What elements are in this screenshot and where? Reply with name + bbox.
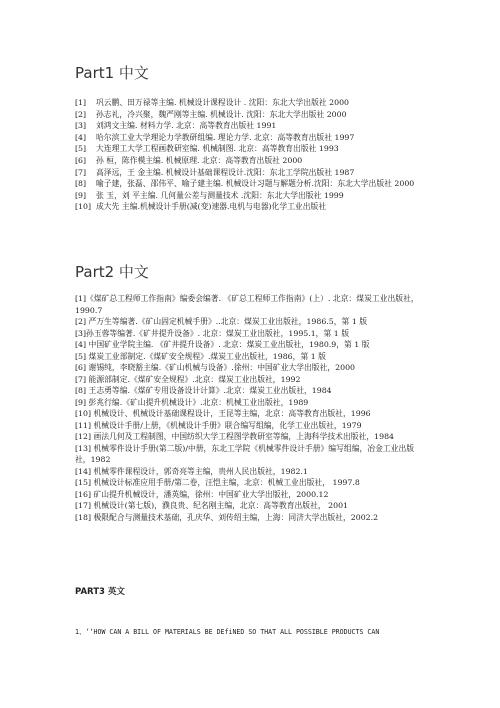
reference-number: [1] [75, 98, 87, 107]
reference-item [75, 120, 435, 132]
reference-item: [15] 机械设计标准应用手册/第二卷，汪恺主编，北京：机械工业出版社， 1997.8 [75, 478, 360, 487]
reference-text: 喻子建，张磊、邵伟平、喻子建主编. 机械设计习题与解题分析.沈阳：东北大学出版社 2000 [96, 179, 415, 189]
reference-number: [6] [75, 155, 87, 165]
part2-heading: Part2 中文 [75, 263, 149, 281]
reference-item: [4] 中国矿业学院主编. 《矿井提升设备》. 北京：煤炭工业出版社，1980.9，第 1 版 [75, 340, 370, 349]
reference-number: [3] [75, 121, 87, 131]
reference-text: 高泽远，王 金主编. 机械设计基础课程设计.沈阳：东北工学院出版社 1987 [96, 167, 355, 177]
reference-number: [4] [75, 132, 87, 142]
reference-item: [5] 煤炭工业部制定.《煤矿安全规程》.煤炭工业出版社，1986，第 1 版 [75, 351, 326, 361]
reference-item [75, 143, 435, 155]
reference-item [75, 201, 435, 213]
part1-reference-list [75, 97, 435, 213]
reference-number: [2] [75, 109, 87, 119]
reference-item [75, 155, 435, 167]
reference-text: 哈尔滨工业大学理论力学教研组编. 理论力学. 北京：高等教育出版社 1997 [96, 132, 355, 142]
reference-text: 刘鸿文主编. 材料力学. 北京：高等教育出版社 1991 [96, 121, 277, 131]
part1-heading: Part1 中文 [75, 64, 149, 82]
reference-item: [14] 机械零件课程设计，郭奇亮等主编，贵州人民出版社，1982.1 [75, 466, 308, 476]
reference-text: 孙志礼，冷兴聚，魏严刚等主编. 机械设计. 沈阳：东北大学出版社 2000 [96, 109, 347, 119]
reference-item [75, 109, 435, 121]
reference-item: [3]孙玉蓉等编著.《矿井提升设备》. 北京：煤炭工业出版社，1995.1，第 1 版 [75, 328, 349, 338]
part3-heading: PART3 英文 [75, 587, 125, 597]
reference-item [75, 132, 435, 144]
reference-item: [18] 极限配合与测量技术基础，孔庆华、刘传绍主编，上海：同济大学出版社，2002.2 [75, 512, 379, 522]
part2-reference-list [75, 293, 420, 523]
reference-item: [10] 机械设计、机械设计基础课程设计，王昆等主编，北京：高等教育出版社，1996 [75, 409, 371, 418]
reference-number: [10] [75, 202, 92, 212]
reference-text: 张 玉，刘 平主编. 几何量公差与测量技术 .沈阳：东北大学出版社 1999 [96, 190, 344, 200]
reference-item: [11] 机械设计手册/上册，《机械设计手册》联合编写组编，化学工业出版社，1979 [75, 420, 362, 430]
reference-item [75, 178, 435, 190]
reference-number: [7] [75, 167, 87, 177]
reference-text: 大连理工大学工程画教研室编. 机械制图. 北京：高等教育出版社 1993 [96, 144, 339, 154]
reference-number: [8] [75, 179, 87, 189]
reference-item [75, 190, 435, 202]
reference-number: [9] [75, 190, 87, 200]
reference-item: [17] 机械设计(第七版)，濮良贵、纪名刚主编，北京：高等教育出版社， 2001 [75, 501, 348, 510]
reference-number: [5] [75, 144, 87, 154]
reference-item [75, 97, 435, 109]
reference-item: [12] 画法几何及工程制图，中国纺织大学工程图学教研室等编，上海科学技术出版社，1984 [75, 432, 395, 441]
reference-item: [6] 谢锡纯，李晓豁主编.《矿山机械与设备》.徐州：中国矿业大学出版社，2000 [75, 363, 356, 372]
reference-text: 成大先 主编.机械设计手册(减(变)速器.电机与电器)化学工业出版社 [96, 202, 327, 212]
part3-first-line: 1、‘‘HOW CAN A BILL OF MATERIALS BE DEfiNED SO THAT ALL POSSIBLE PRODUCTS CAN [75, 628, 380, 636]
reference-item [75, 167, 435, 179]
reference-item: [16] 矿山提升机械设计，潘英编，徐州：中国矿业大学出版社，2000.12 [75, 489, 329, 499]
reference-text: 巩云鹏、田万禄等主编. 机械设计课程设计 . 沈阳：东北大学出版社 2000 [96, 98, 350, 107]
reference-item: [8] 王志勇等编.《煤矿专用设备设计计算》.北京：煤炭工业出版社，1984 [75, 386, 332, 395]
reference-item: [2] 严万生等编著.《矿山固定机械手册》..北京：煤炭工业出版社，1986.5，第 1 版 [75, 317, 368, 326]
reference-item: [9] 彭兆行编.《矿山提升机械设计》.北京：机械工业出版社，1989 [75, 397, 309, 407]
reference-item: [1]《煤矿总工程师工作指南》编委会编著. 《矿总工程师工作指南》(上）. 北京：煤炭工业出版社，1990.7 [75, 294, 419, 315]
reference-item: [7] 能源部制定.《煤矿安全规程》.北京：煤炭工业出版社，1992 [75, 374, 301, 384]
reference-item: [13] 机械零件设计手册(第二版)/中册，东北工学院《机械零件设计手册》编写组编，冶金工业出版社，1982 [75, 443, 415, 464]
reference-text: 孙 桓，陈作模主编. 机械原理. 北京：高等教育出版社 2000 [96, 155, 303, 165]
